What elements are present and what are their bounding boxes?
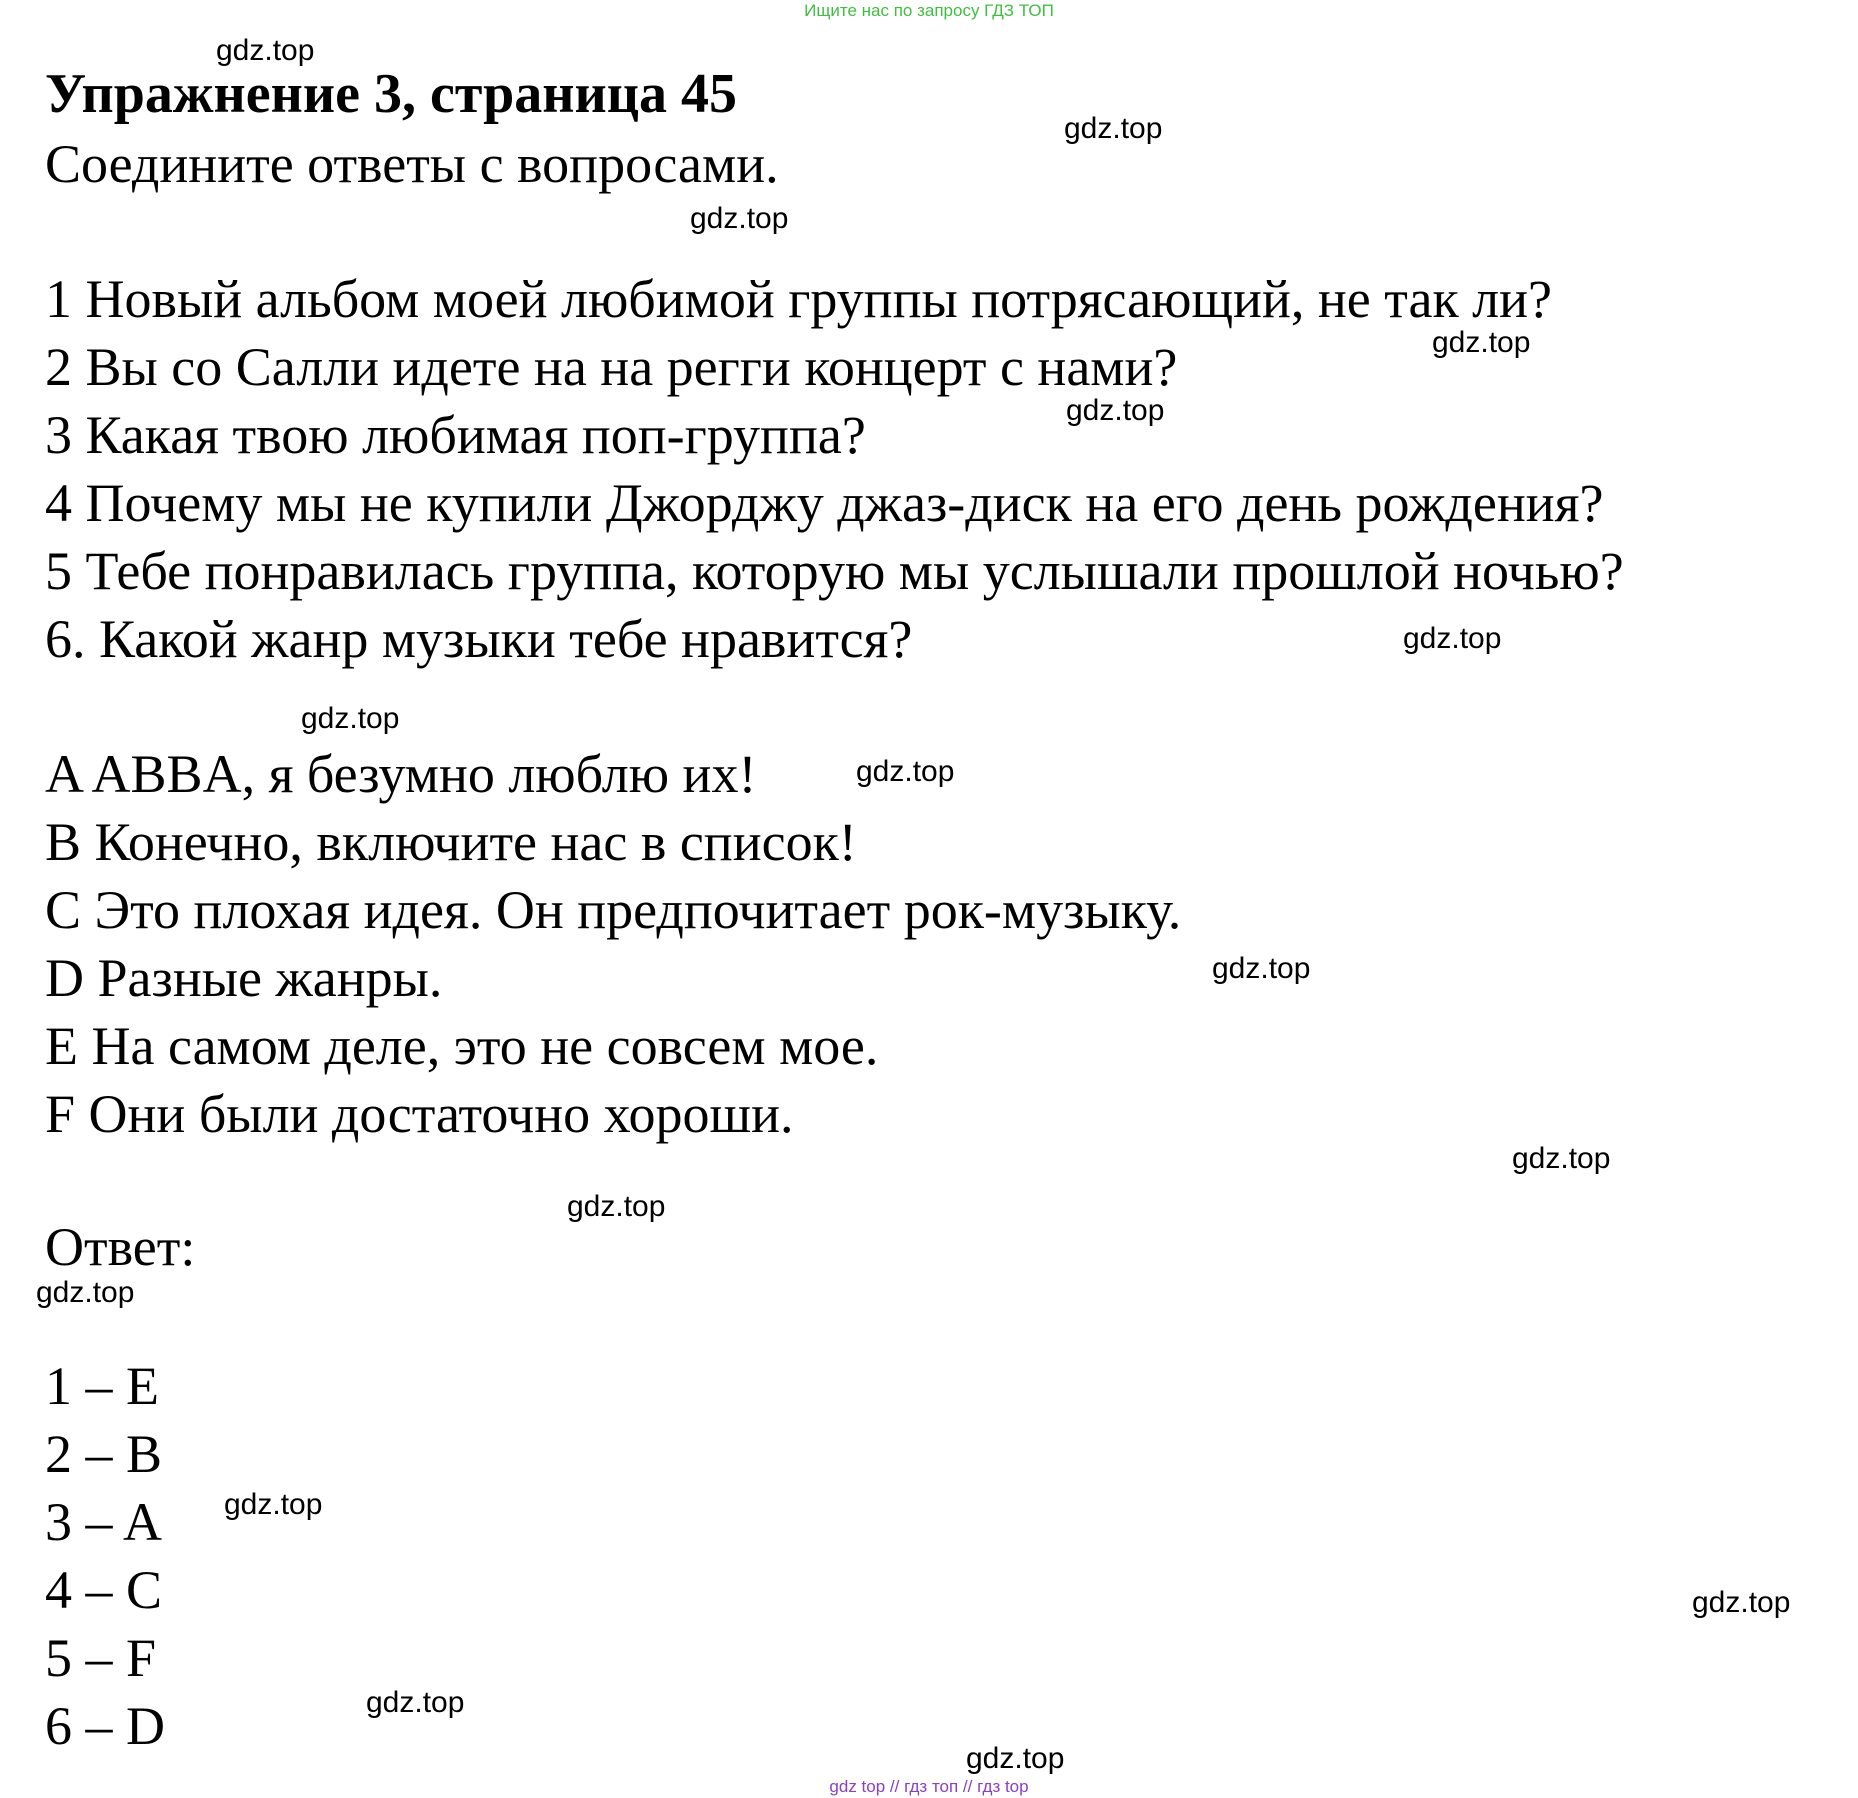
watermark: gdz.top bbox=[36, 1276, 135, 1309]
answer-item: 2 – B bbox=[45, 1424, 163, 1484]
bottom-banner[interactable]: gdz top // гдз топ // гдз top bbox=[829, 1777, 1029, 1796]
answers-list bbox=[45, 1352, 165, 1760]
question-item: 6. Какой жанр музыки тебе нравится? bbox=[45, 609, 913, 669]
question-item: 2 Вы со Салли идете на на регги концерт с нами? bbox=[45, 337, 1178, 397]
watermark: gdz.top bbox=[1692, 1586, 1791, 1619]
questions-list bbox=[45, 265, 1624, 673]
option-item: B Конечно, включите нас в список! bbox=[45, 812, 857, 872]
answer-item: 4 – C bbox=[45, 1560, 163, 1620]
question-item: 4 Почему мы не купили Джорджу джаз-диск на его день рождения? bbox=[45, 473, 1604, 533]
top-banner[interactable]: Ищите нас по запросу ГДЗ ТОП bbox=[804, 1, 1054, 20]
question-item: 5 Тебе понравилась группа, которую мы услышали прошлой ночью? bbox=[45, 541, 1624, 601]
options-list bbox=[45, 740, 1181, 1148]
option-item: C Это плохая идея. Он предпочитает рок-музыку. bbox=[45, 880, 1182, 940]
option-item: F Они были достаточно хороши. bbox=[45, 1084, 794, 1144]
watermark: gdz.top bbox=[1064, 112, 1163, 145]
answer-item: 6 – D bbox=[45, 1696, 165, 1756]
answer-label: Ответ: bbox=[45, 1217, 196, 1277]
watermark: gdz.top bbox=[1212, 952, 1311, 985]
question-item: 1 Новый альбом моей любимой группы потрясающий, не так ли? bbox=[45, 269, 1552, 329]
question-item: 3 Какая твою любимая поп-группа? bbox=[45, 405, 866, 465]
watermark: gdz.top bbox=[1512, 1142, 1611, 1175]
watermark: gdz.top bbox=[856, 755, 955, 788]
instruction: Соедините ответы с вопросами. bbox=[45, 134, 779, 194]
watermark: gdz.top bbox=[1066, 394, 1165, 427]
watermark: gdz.top bbox=[690, 202, 789, 235]
answer-item: 3 – A bbox=[45, 1492, 163, 1552]
answer-item: 1 – E bbox=[45, 1356, 159, 1416]
watermark: gdz.top bbox=[1432, 326, 1531, 359]
answer-item: 5 – F bbox=[45, 1628, 157, 1688]
watermark: gdz.top bbox=[1403, 622, 1502, 655]
watermark: gdz.top bbox=[224, 1488, 323, 1521]
watermark: gdz.top bbox=[216, 34, 315, 67]
watermark: gdz.top bbox=[301, 702, 400, 735]
option-item: A ABBA, я безумно люблю их! bbox=[45, 744, 757, 804]
page-title: Упражнение 3, страница 45 bbox=[45, 63, 738, 125]
option-item: E На самом деле, это не совсем мое. bbox=[45, 1016, 879, 1076]
watermark: gdz.top bbox=[567, 1190, 666, 1223]
option-item: D Разные жанры. bbox=[45, 948, 443, 1008]
watermark: gdz.top bbox=[966, 1742, 1065, 1775]
watermark: gdz.top bbox=[366, 1686, 465, 1719]
